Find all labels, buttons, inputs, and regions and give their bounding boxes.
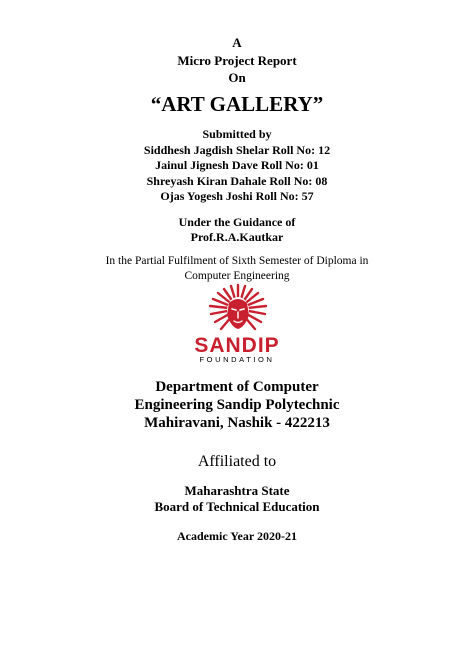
department-line-1: Department of Computer [155, 379, 319, 395]
academic-year: Academic Year 2020-21 [177, 529, 297, 543]
header-line-on: On [228, 70, 246, 85]
submitted-by-heading: Submitted by [202, 127, 272, 141]
affiliation-line-2: Board of Technical Education [154, 499, 320, 514]
guide-name: Prof.R.A.Kautkar [190, 230, 284, 244]
member-1: Siddhesh Jagdish Shelar Roll No: 12 [143, 143, 331, 157]
header-line-report: Micro Project Report [177, 53, 297, 68]
header-line-a: A [232, 35, 242, 50]
department-line-3: Mahiravani, Nashik - 422213 [144, 415, 330, 431]
member-3: Shreyash Kiran Dahale Roll No: 08 [146, 174, 328, 188]
sandip-lion-emblem-icon [207, 283, 269, 335]
fulfilment-line-2: Computer Engineering [184, 270, 290, 282]
guidance-heading: Under the Guidance of [178, 215, 296, 229]
department-line-2: Engineering Sandip Polytechnic [134, 397, 340, 413]
member-4: Ojas Yogesh Joshi Roll No: 57 [160, 189, 314, 203]
affiliated-heading: Affiliated to [197, 453, 277, 470]
project-title: “ART GALLERY” [150, 92, 324, 116]
fulfilment-line-1: In the Partial Fulfilment of Sixth Semester of Diploma in [105, 255, 369, 267]
logo-subtitle: FOUNDATION [199, 355, 275, 364]
logo-wordmark: SANDIP [194, 334, 280, 357]
member-2: Jainul Jignesh Dave Roll No: 01 [155, 158, 319, 172]
affiliation-line-1: Maharashtra State [184, 483, 290, 498]
